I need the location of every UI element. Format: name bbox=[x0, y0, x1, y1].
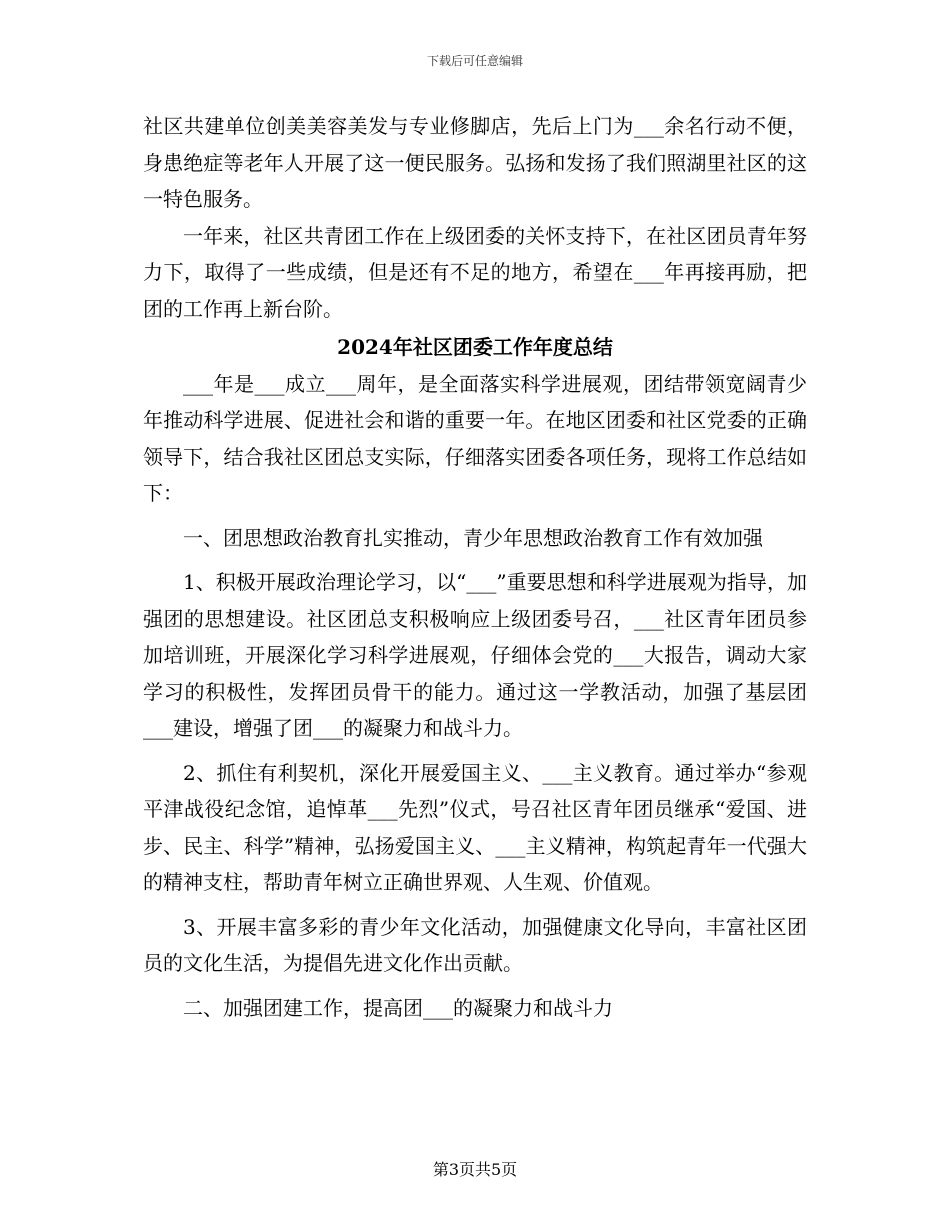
paragraph: 社区共建单位创美美容美发与专业修脚店，先后上门为___余名行动不便，身患绝症等老年人开展了这一便民服务。弘扬和发扬了我们照湖里社区的这一特色服务。 bbox=[143, 114, 807, 211]
paragraph: 一年来，社区共青团工作在上级团委的关怀支持下，在社区团员青年努力下，取得了一些成绩，但是还有不足的地方，希望在___年再接再励，把团的工作再上新台阶。 bbox=[143, 223, 807, 321]
page-header-note: 下载后可任意编辑 bbox=[426, 54, 523, 68]
document-body bbox=[143, 108, 807, 1026]
section-heading: 二、加强团建工作，提高团___的凝聚力和战斗力 bbox=[183, 995, 613, 1020]
paragraph: 2、抓住有利契机，深化开展爱国主义、___主义教育。通过举办“参观平津战役纪念馆，追悼革___先烈”仪式，号召社区青年团员继承“爱国、进步、民主、科学”精神，弘扬爱国主义、___主义精神，构筑起青年一代强大的精神支柱，帮助青年树立正确世界观、人生观、价值观。 bbox=[143, 760, 807, 894]
document-title: 2024年社区团委工作年度总结 bbox=[337, 335, 613, 359]
paragraph: 1、积极开展政治理论学习，以“___”重要思想和科学进展观为指导，加强团的思想建设。社区团总支积极响应上级团委号召，___社区青年团员参加培训班，开展深化学习科学进展观，仔细体会党的___大报告，调动大家学习的积极性，发挥团员骨干的能力。通过这一学教活动，加强了基层团___建设，增强了团___的凝聚力和战斗力。 bbox=[143, 570, 807, 740]
page-number: 第3页共5页 bbox=[432, 1160, 518, 1179]
paragraph: ___年是___成立___周年，是全面落实科学进展观，团结带领宽阔青少年推动科学进展、促进社会和谐的重要一年。在地区团委和社区党委的正确领导下，结合我社区团总支实际，仔细落实团委各项任务，现将工作总结如下： bbox=[143, 371, 807, 505]
section-heading: 一、团思想政治教育扎实推动，青少年思想政治教育工作有效加强 bbox=[183, 525, 763, 550]
paragraph: 3、开展丰富多彩的青少年文化活动，加强健康文化导向，丰富社区团员的文化生活，为提倡先进文化作出贡献。 bbox=[143, 914, 807, 975]
